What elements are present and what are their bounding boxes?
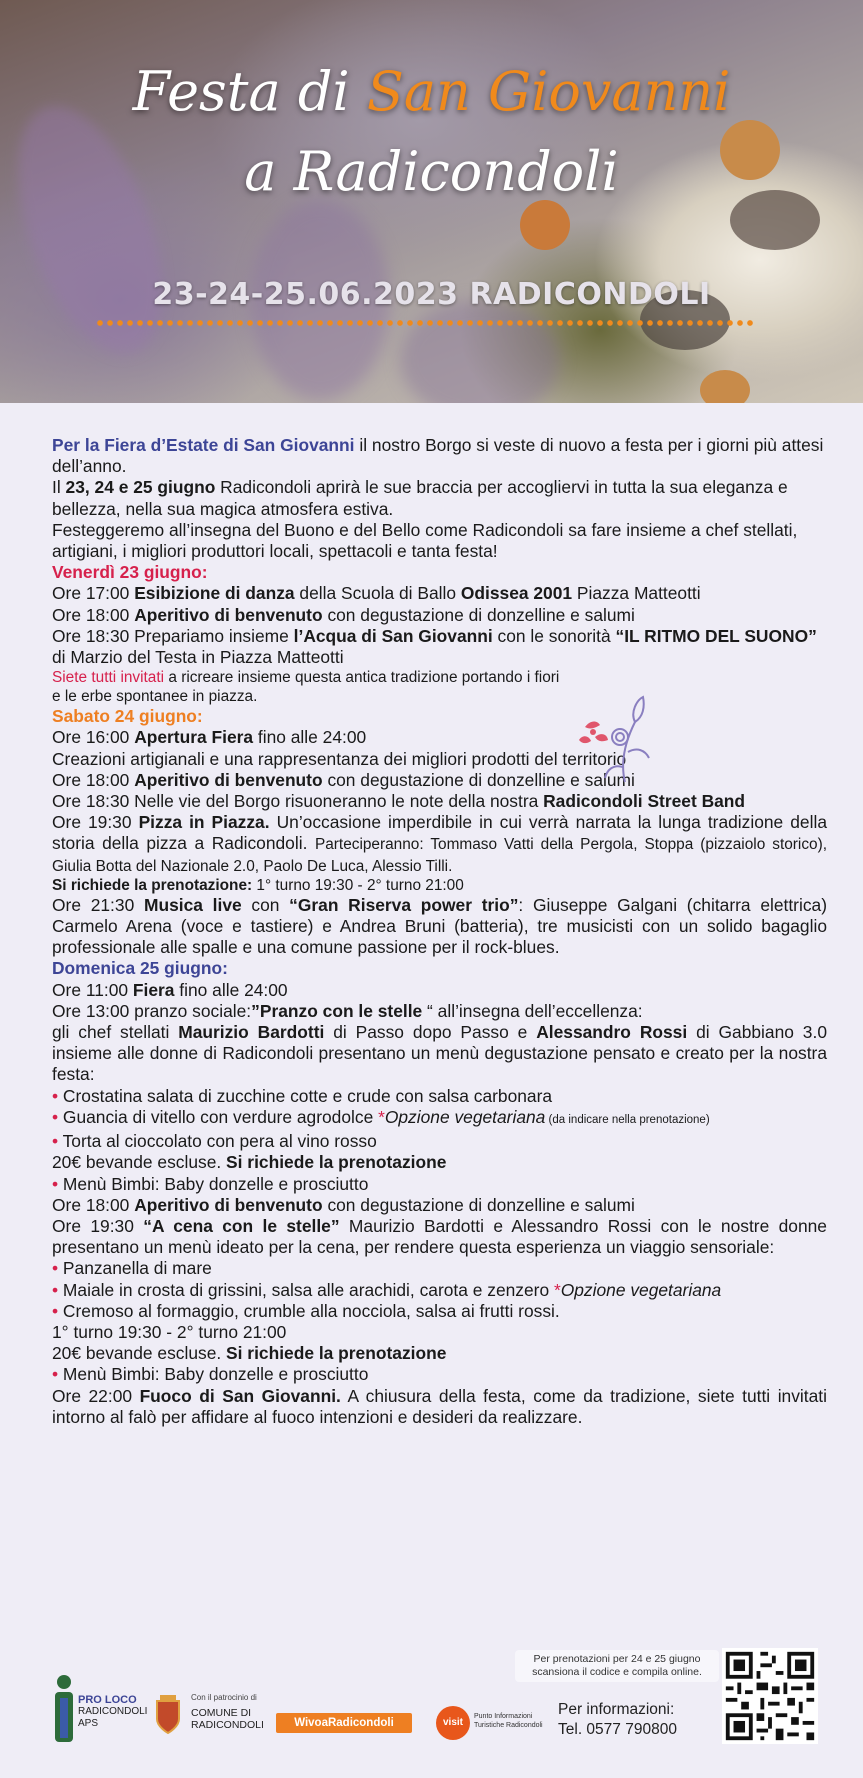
booking-note: Per prenotazioni per 24 e 25 giugno scansiona il codice e compila online. — [515, 1650, 719, 1682]
proloco-figure-icon — [52, 1674, 76, 1744]
flower-icon — [565, 692, 665, 792]
lunch-menu-item: • Torta al cioccolato con pera al vino rosso — [52, 1131, 377, 1152]
coat-of-arms-icon — [155, 1695, 181, 1735]
friday-event-1: Ore 17:00 Esibizione di danza della Scuola di Ballo Odissea 2001 Piazza Matteotti — [52, 583, 701, 604]
sunday-event-2: Ore 13:00 pranzo sociale:”Pranzo con le stelle “ all’insegna dell’eccellenza: — [52, 1000, 643, 1021]
lunch-menu-item: • Guancia di vitello con verdure agrodolce *Opzione vegetariana (da indicare nella prenotazione) — [52, 1106, 710, 1127]
dinner-menu-item: • Cremoso al formaggio, crumble alla nocciola, salsa ai frutti rossi. — [52, 1300, 560, 1321]
festival-title-line2: a Radicondoli — [244, 140, 619, 203]
intro-dates: Il 23, 24 e 25 giugno Radicondoli aprirà le sue braccia per accogliervi in tutta la sua eleganza e bellezza, nella sua magica atmosfera estiva. — [52, 477, 788, 519]
intro-closing: Festeggeremo all’insegna del Buono e del Bello come Radicondoli sa fare insieme a chef stellati, artigiani, i migliori produttori locali, spettacoli e tanta festa! — [52, 519, 798, 562]
intro-paragraph: Per la Fiera d’Estate di San Giovanni il nostro Borgo si veste di nuovo a festa per i giorni più attesi dell’anno. — [52, 435, 824, 477]
dinner-menu-item: • Panzanella di mare — [52, 1258, 212, 1279]
lunch-menu-item: • Crostatina salata di zucchine cotte e crude con salsa carbonara — [52, 1085, 553, 1106]
sunday-heading: Domenica 25 giugno: — [52, 958, 228, 979]
dinner-turns: 1° turno 19:30 - 2° turno 21:00 — [52, 1321, 287, 1342]
sunday-event-3: Ore 18:00 Aperitivo di benvenuto con degustazione di donzelline e salumi — [52, 1194, 635, 1215]
qr-code[interactable] — [722, 1648, 818, 1744]
dinner-price: 20€ bevande escluse. Si richiede la prenotazione — [52, 1343, 447, 1364]
proloco-text: PRO LOCO RADICONDOLI APS — [78, 1694, 148, 1729]
dinner-kids-menu: • Menù Bimbi: Baby donzelle e prosciutto — [52, 1364, 369, 1385]
lunch-kids-menu: • Menù Bimbi: Baby donzelle e prosciutto — [52, 1173, 369, 1194]
contact-info: Per informazioni: Tel. 0577 790800 — [558, 1701, 677, 1738]
dotted-divider — [95, 320, 755, 326]
saturday-event-2: Ore 18:00 Aperitivo di benvenuto con degustazione di donzelline e salumi — [52, 769, 635, 790]
saturday-event-1-detail: Creazioni artigianali e una rappresentanza dei migliori prodotti del territorio — [52, 748, 627, 769]
friday-event-2: Ore 18:00 Aperitivo di benvenuto con degustazione di donzelline e salumi — [52, 604, 635, 625]
festival-title: Festa di San Giovanni — [132, 60, 731, 123]
sunday-event-4: Ore 19:30 “A cena con le stelle” Maurizio Bardotti e Alessandro Rossi con le nostre donne presentano un menù ideato per la cena, per rendere questa esperienza un viaggio sensoriale: — [52, 1215, 827, 1258]
hero-banner — [0, 0, 863, 403]
saturday-event-4: Ore 19:30 Pizza in Piazza. Un’occasione imperdibile in cui verrà narrata la lunga tradizione della storia della pizza a Radicondoli. Parteciperanno: Tommaso Vatti della Pergola, Stoppa (pizzaiolo storico), Giulia Botta del Nazionale 2.0, Paolo De Luca, Alessio Tilli. — [52, 812, 827, 875]
visit-logo: visit Punto Informazioni Turistiche Radicondoli — [436, 1706, 546, 1742]
sunday-event-1: Ore 11:00 Fiera fino alle 24:00 — [52, 979, 288, 1000]
dinner-menu-item: • Maiale in crosta di grissini, salsa alle arachidi, carota e zenzero *Opzione vegetariana — [52, 1279, 722, 1300]
vivo-radicondoli-logo: WivoaRadicondoli — [276, 1713, 412, 1733]
saturday-event-3: Ore 18:30 Nelle vie del Borgo risuoneranno le note della nostra Radicondoli Street Band — [52, 791, 746, 812]
program-content — [52, 435, 827, 1428]
sunday-lunch-chefs: gli chef stellati Maurizio Bardotti di Passo dopo Passo e Alessandro Rossi di Gabbiano 3.0 insieme alle donne di Radicondoli presentano un menù degustazione pensato e creato per la nostra festa: — [52, 1022, 827, 1085]
festival-dates: 23-24-25.06.2023 RADICONDOLI — [152, 277, 711, 312]
visit-badge-icon: visit — [436, 1706, 470, 1740]
friday-invite: Siete tutti invitati a ricreare insieme questa antica tradizione portando i fiori e le erbe spontanee in piazza. — [52, 669, 560, 706]
proloco-logo — [52, 1674, 148, 1744]
saturday-heading: Sabato 24 giugno: — [52, 706, 203, 727]
comune-logo: Con il patrocinio di COMUNE DI RADICONDOLI — [155, 1693, 275, 1753]
saturday-event-5: Ore 21:30 Musica live con “Gran Riserva power trio”: Giuseppe Galgani (chitarra elettrica) Carmelo Arena (voce e tastiere) e Andrea Bruni (batteria), tre musicisti con un solido bagaglio professionale alle spalle e una comune passione per il rock-blues. — [52, 894, 827, 958]
sunday-event-5: Ore 22:00 Fuoco di San Giovanni. A chiusura della festa, come da tradizione, siete tutti invitati intorno al falò per affidare al fuoco intenzioni e desideri da realizzare. — [52, 1385, 827, 1427]
saturday-pizza-booking: Si richiede la prenotazione: 1° turno 19:30 - 2° turno 21:00 — [52, 876, 464, 894]
lunch-price: 20€ bevande escluse. Si richiede la prenotazione — [52, 1152, 447, 1173]
friday-heading: Venerdì 23 giugno: — [52, 562, 208, 583]
friday-event-3: Ore 18:30 Prepariamo insieme l’Acqua di San Giovanni con le sonorità “IL RITMO DEL SUONO” di Marzio del Testa in Piazza Matteotti — [52, 625, 817, 668]
saturday-event-1: Ore 16:00 Apertura Fiera fino alle 24:00 — [52, 727, 367, 748]
